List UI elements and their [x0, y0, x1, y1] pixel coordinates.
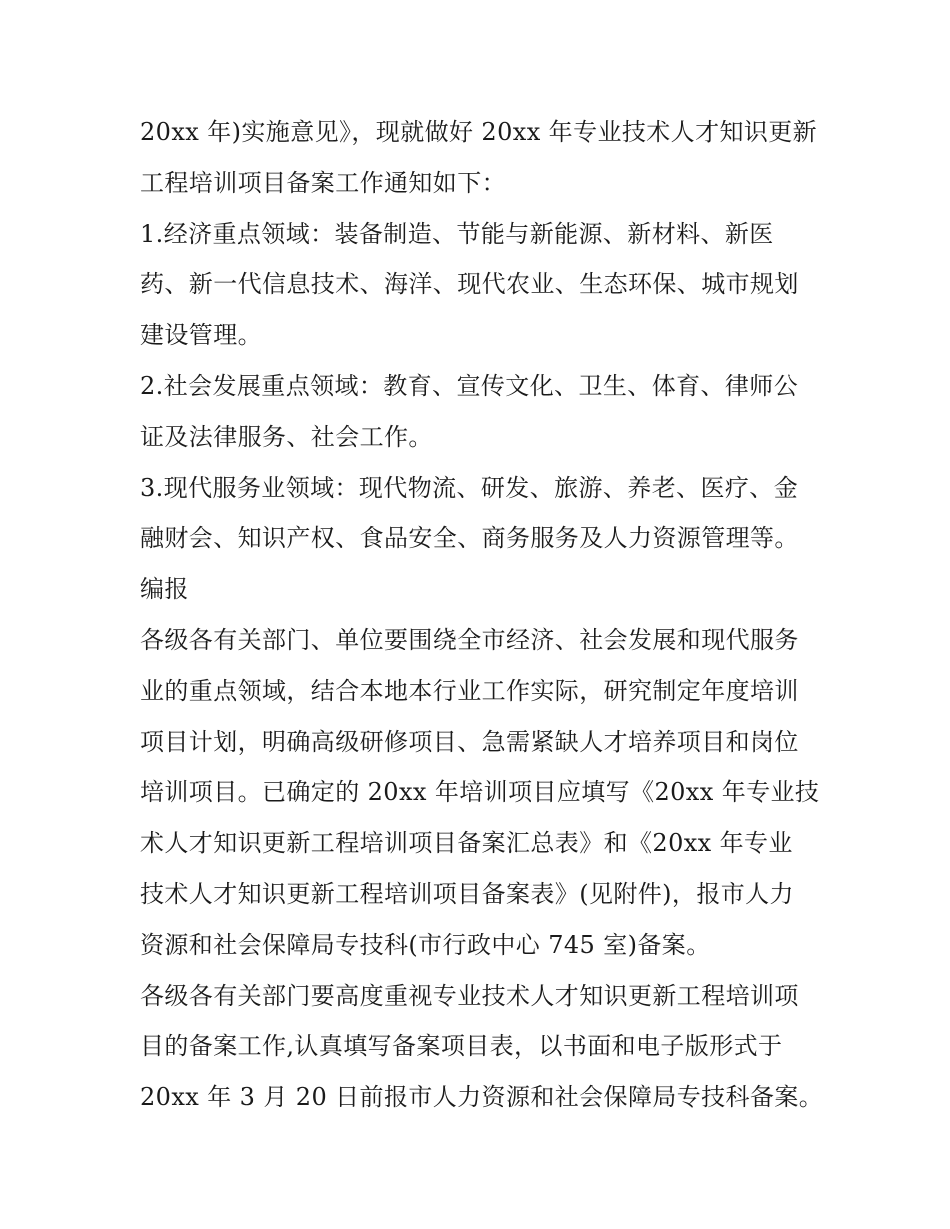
- text-line: 业的重点领域，结合本地本行业工作实际，研究制定年度培训: [140, 676, 799, 705]
- text-line: 项目计划，明确高级研修项目、急需紧缺人才培养项目和岗位: [140, 727, 799, 756]
- text-line: 20xx 年)实施意见》，现就做好 20xx 年专业技术人才知识更新: [140, 118, 818, 146]
- text-line: 2.社会发展重点领域：教育、宣传文化、卫生、体育、律师公: [140, 371, 799, 400]
- text-line: 各级各有关部门要高度重视专业技术人才知识更新工程培训项: [140, 981, 799, 1010]
- text-line: 资源和社会保障局专技科(市行政中心 745 室)备案。: [140, 930, 711, 959]
- section-heading: 编报: [140, 575, 189, 604]
- text-line: 证及法律服务、社会工作。: [140, 422, 433, 451]
- text-line: 技术人才知识更新工程培训项目备案表》(见附件)，报市人力: [140, 879, 794, 908]
- text-line: 术人才知识更新工程培训项目备案汇总表》和《20xx 年专业: [140, 829, 793, 858]
- text-line: 3.现代服务业领域：现代物流、研发、旅游、养老、医疗、金: [140, 473, 799, 502]
- text-line: 药、新一代信息技术、海洋、现代农业、生态环保、城市规划: [140, 270, 799, 299]
- text-line: 培训项目。已确定的 20xx 年培训项目应填写《20xx 年专业技: [140, 778, 820, 807]
- text-line: 1.经济重点领域：装备制造、节能与新能源、新材料、新医: [140, 219, 774, 248]
- document-body: [140, 107, 824, 1123]
- text-line: 目的备案工作,认真填写备案项目表，以书面和电子版形式于: [140, 1032, 783, 1061]
- text-line: 工程培训项目备案工作通知如下：: [140, 168, 506, 197]
- text-line: 建设管理。: [140, 321, 262, 350]
- text-line: 各级各有关部门、单位要围绕全市经济、社会发展和现代服务: [140, 625, 799, 654]
- text-line: 融财会、知识产权、食品安全、商务服务及人力资源管理等。: [140, 524, 799, 553]
- text-line: 20xx 年 3 月 20 日前报市人力资源和社会保障局专技科备案。: [140, 1083, 824, 1112]
